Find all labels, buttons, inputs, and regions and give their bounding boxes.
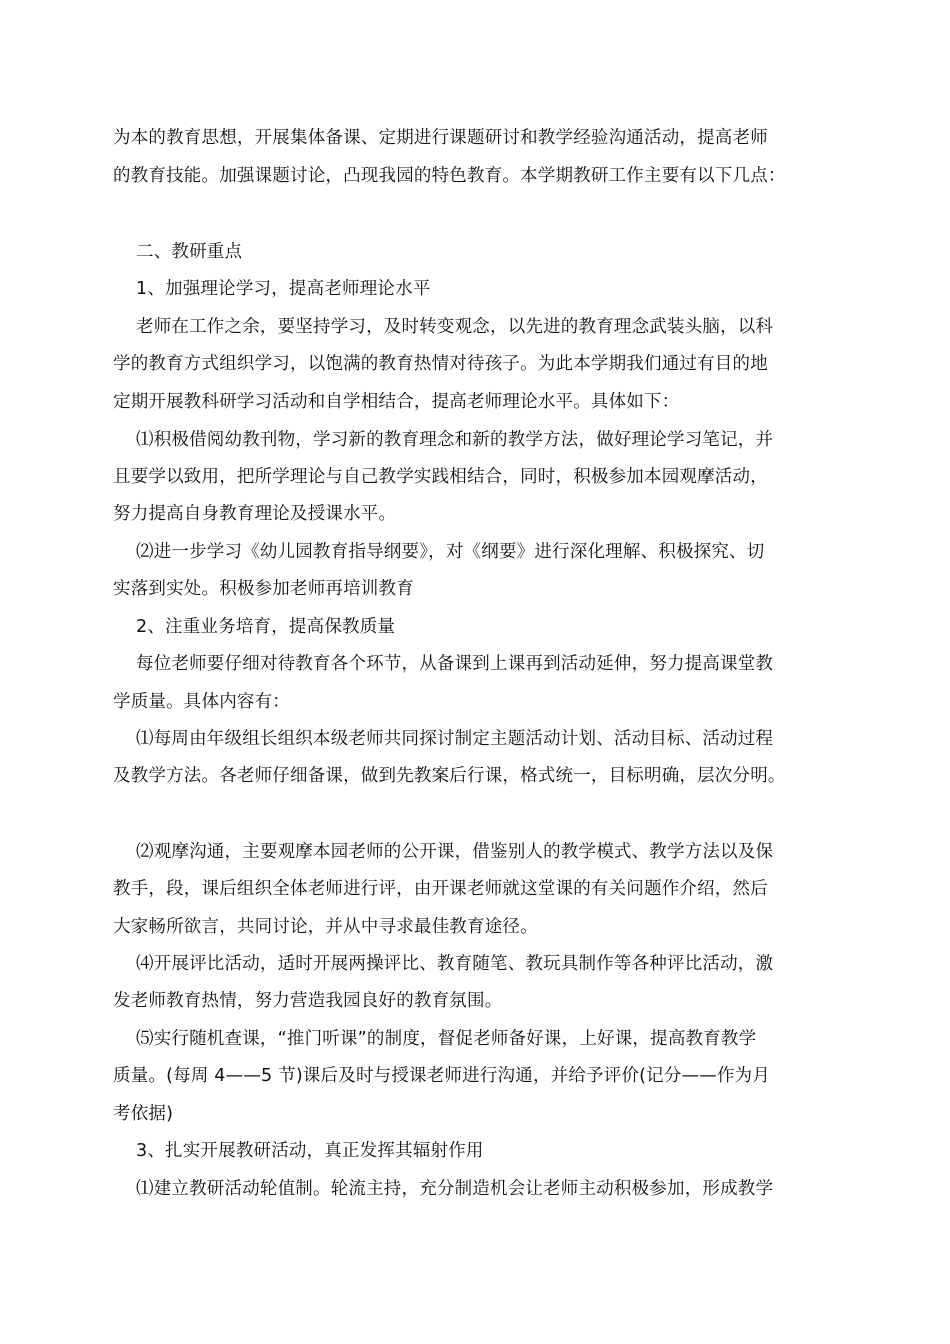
text-line: 大家畅所欲言，共同讨论，并从中寻求最佳教育途径。 [113,917,538,937]
text-line: 老师在工作之余，要坚持学习，及时转变观念，以先进的教育理念武装头脑，以科 [136,317,774,337]
text-line: 学的教育方式组织学习，以饱满的教育热情对待孩子。为此本学期我们通过有目的地 [113,354,768,374]
text-line: 每位老师要仔细对待教育各个环节，从备课到上课再到活动延伸，努力提高课堂教 [136,654,774,674]
subsection-heading: 3、扎实开展教研活动，真正发挥其辐射作用 [136,1141,484,1161]
text-line: 及教学方法。各老师仔细备课，做到先教案后行课，格式统一，目标明确，层次分明。 [113,766,786,786]
list-item: ⑷开展评比活动，适时开展两操评比、教育随笔、教玩具制作等各种评比活动，激 [136,954,774,974]
subsection-heading: 2、注重业务培育，提高保教质量 [136,617,396,637]
text-line: 教手，段，课后组织全体老师进行评，由开课老师就这堂课的有关问题作介绍，然后 [113,879,768,899]
text-line: 考依据) [113,1104,174,1124]
text-line: 实落到实处。积极参加老师再培训教育 [113,579,414,599]
text-line: 定期开展教科研学习活动和自学相结合，提高老师理论水平。具体如下： [113,392,680,412]
subsection-heading: 1、加强理论学习，提高老师理论水平 [136,279,431,299]
list-item: ⑴建立教研活动轮值制。轮流主持，充分制造机会让老师主动积极参加，形成教学 [136,1179,774,1199]
text-line: 的教育技能。加强课题讨论，凸现我园的特色教育。本学期教研工作主要有以下几点： [113,166,786,186]
text-line: 努力提高自身教育理论及授课水平。 [113,504,397,524]
list-item: ⑴积极借阅幼教刊物，学习新的教育理念和新的教学方法，做好理论学习笔记，并 [136,430,774,450]
text-line: 为本的教育思想，开展集体备课、定期进行课题研讨和教学经验沟通活动，提高老师 [113,128,768,148]
list-item: ⑵进一步学习《幼儿园教育指导纲要》，对《纲要》进行深化理解、积极探究、切 [136,542,765,562]
list-item: ⑴每周由年级组长组织本级老师共同探讨制定主题活动计划、活动目标、活动过程 [136,729,774,749]
section-heading: 二、教研重点 [136,242,243,262]
list-item: ⑸实行随机查课，“推门听课”的制度，督促老师备好课，上好课，提高教育教学 [136,1029,757,1049]
text-line: 质量。(每周 4——5 节)课后及时与授课老师进行沟通，并给予评价(记分——作为月 [113,1066,771,1086]
text-line: 发老师教育热情，努力营造我园良好的教育氛围。 [113,991,503,1011]
text-line: 学质量。具体内容有： [113,692,290,712]
list-item: ⑵观摩沟通，主要观摩本园老师的公开课，借鉴别人的教学模式、教学方法以及保 [136,842,774,862]
text-line: 且要学以致用，把所学理论与自己教学实践相结合，同时，积极参加本园观摩活动， [113,467,768,487]
